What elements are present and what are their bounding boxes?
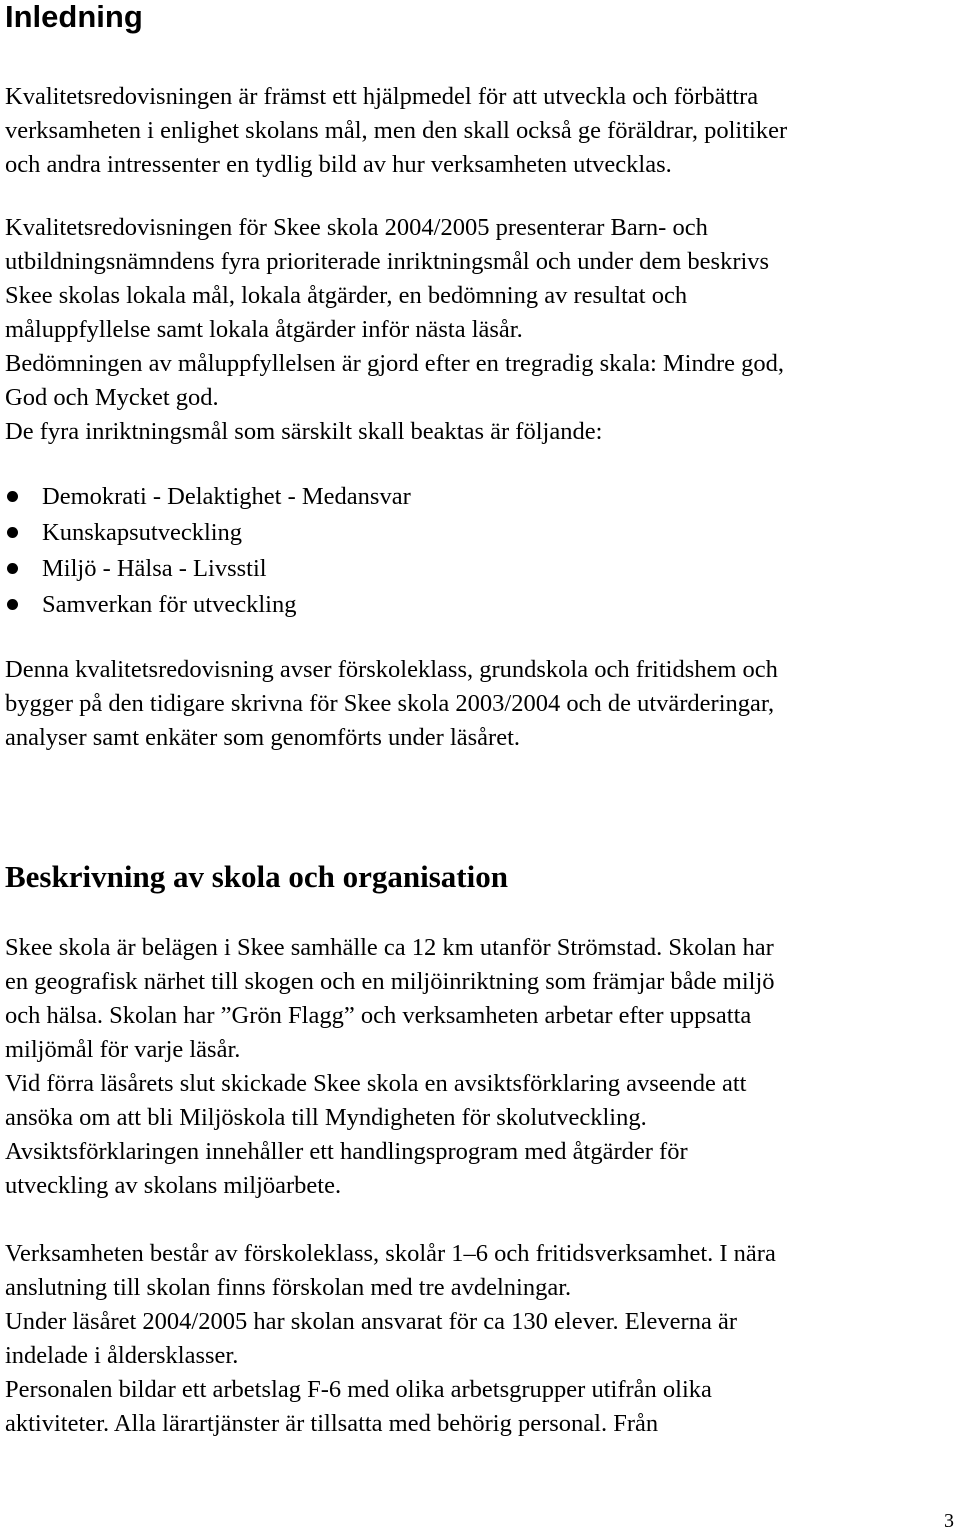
list-item (5, 515, 953, 551)
text-line: Denna kvalitetsredovisning avser förskoleklass, grundskola och fritidshem och (5, 656, 778, 683)
text-line: Vid förra läsårets slut skickade Skee skola en avsiktsförklaring avseende att (5, 1070, 747, 1097)
text-line: anslutning till skolan finns förskolan med tre avdelningar. (5, 1274, 572, 1301)
page-number: 3 (944, 1510, 954, 1532)
heading-beskrivning: Beskrivning av skola och organisation (5, 859, 508, 894)
bullet-icon (7, 563, 18, 574)
text-line: en geografisk närhet till skogen och en miljöinriktning som främjar både miljö (5, 968, 775, 995)
text-line: Avsiktsförklaringen innehåller ett handlingsprogram med åtgärder för (5, 1138, 688, 1165)
text-line: Skee skolas lokala mål, lokala åtgärder, en bedömning av resultat och (5, 282, 688, 309)
text-line: Kvalitetsredovisningen är främst ett hjälpmedel för att utveckla och förbättra (5, 83, 759, 110)
bullet-icon (7, 491, 18, 502)
text-line: ansöka om att bli Miljöskola till Myndigheten för skolutveckling. (5, 1104, 647, 1131)
intro-paragraph-2 (5, 211, 953, 449)
goals-list (5, 479, 953, 623)
description-paragraph-1 (5, 931, 953, 1203)
heading-inledning: Inledning (5, 0, 143, 34)
description-paragraph-2 (5, 1237, 953, 1441)
text-line: och andra intressenter en tydlig bild av hur verksamheten utvecklas. (5, 151, 672, 178)
intro-paragraph-1 (5, 80, 953, 182)
text-line: miljömål för varje läsår. (5, 1036, 241, 1063)
list-item (5, 587, 953, 623)
text-line: Bedömningen av måluppfyllelsen är gjord efter en tregradig skala: Mindre god, (5, 350, 784, 377)
text-line: och hälsa. Skolan har ”Grön Flagg” och verksamheten arbetar efter uppsatta (5, 1002, 752, 1029)
list-item-text: Miljö - Hälsa - Livsstil (42, 555, 267, 582)
text-line: måluppfyllelse samt lokala åtgärder inför nästa läsår. (5, 316, 523, 343)
list-item-text: Samverkan för utveckling (42, 591, 297, 618)
list-item-text: Kunskapsutveckling (42, 519, 243, 546)
text-line: verksamheten i enlighet skolans mål, men den skall också ge föräldrar, politiker (5, 117, 788, 144)
text-line: indelade i åldersklasser. (5, 1342, 239, 1369)
text-line: aktiviteter. Alla lärartjänster är tillsatta med behörig personal. Från (5, 1410, 659, 1437)
text-line: Kvalitetsredovisningen för Skee skola 2004/2005 presenterar Barn- och (5, 214, 708, 241)
text-line: Verksamheten består av förskoleklass, skolår 1–6 och fritidsverksamhet. I nära (5, 1240, 776, 1267)
text-line: utveckling av skolans miljöarbete. (5, 1172, 342, 1199)
text-line: Under läsåret 2004/2005 har skolan ansvarat för ca 130 elever. Eleverna är (5, 1308, 737, 1335)
intro-paragraph-3 (5, 653, 953, 755)
list-item-text: Demokrati - Delaktighet - Medansvar (42, 483, 411, 510)
text-line: Skee skola är belägen i Skee samhälle ca 12 km utanför Strömstad. Skolan har (5, 934, 774, 961)
list-item (5, 551, 953, 587)
list-item (5, 479, 953, 515)
text-line: utbildningsnämndens fyra prioriterade inriktningsmål och under dem beskrivs (5, 248, 770, 275)
text-line: analyser samt enkäter som genomförts under läsåret. (5, 724, 521, 751)
text-line: God och Mycket god. (5, 384, 219, 411)
document-page (5, 0, 953, 1441)
text-line: De fyra inriktningsmål som särskilt skall beaktas är följande: (5, 418, 603, 445)
bullet-icon (7, 599, 18, 610)
text-line: Personalen bildar ett arbetslag F-6 med olika arbetsgrupper utifrån olika (5, 1376, 712, 1403)
bullet-icon (7, 527, 18, 538)
text-line: bygger på den tidigare skrivna för Skee skola 2003/2004 och de utvärderingar, (5, 690, 775, 717)
